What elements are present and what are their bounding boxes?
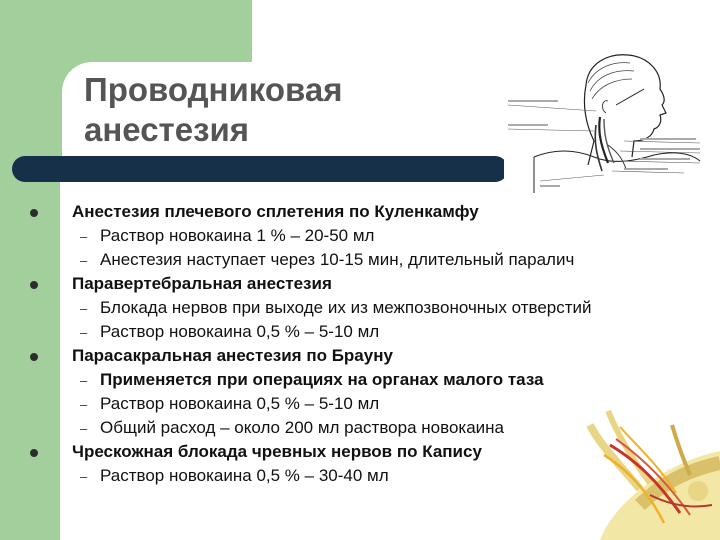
sub-bullet-dash: – — [80, 325, 88, 340]
list-item-paravertebral: Паравертебральная анестезия — [72, 274, 332, 293]
bullet-marker — [30, 281, 38, 289]
bullet-marker — [30, 449, 38, 457]
sub-list-item — [80, 248, 574, 273]
head-neck-anatomy-illustration — [504, 45, 704, 193]
sub-bullet-dash: – — [80, 301, 88, 316]
sub-list-item-text: Анестезия наступает через 10-15 мин, длительный паралич — [100, 250, 575, 269]
sub-list-item — [80, 296, 592, 321]
sub-list-item-text: Применяется при операциях на органах малого таза — [100, 370, 544, 389]
slide-title — [84, 70, 342, 150]
sub-list-item-text: Раствор новокаина 0,5 % – 30-40 мл — [100, 466, 389, 485]
nerve-plexus-illustration — [580, 405, 720, 540]
sub-list-item — [80, 224, 374, 249]
sub-list-item-text: Общий расход – около 200 мл раствора новокаина — [100, 418, 505, 437]
sub-list-item — [80, 320, 379, 345]
list-item-kapis: Чрескожная блокада чревных нервов по Капису — [72, 442, 482, 461]
sub-list-item — [80, 464, 389, 489]
list-item-parasacral: Парасакральная анестезия по Брауну — [72, 346, 393, 365]
sub-list-item-text: Блокада нервов при выходе их из межпозвоночных отверстий — [100, 298, 592, 317]
sub-bullet-dash: – — [80, 421, 88, 436]
sub-list-item — [80, 416, 504, 441]
sub-bullet-dash: – — [80, 373, 88, 388]
sub-bullet-dash: – — [80, 229, 88, 244]
sub-list-item-text: Раствор новокаина 0,5 % – 5-10 мл — [100, 322, 380, 341]
sub-bullet-dash: – — [80, 469, 88, 484]
list-item-kulenkampf: Анестезия плечевого сплетения по Куленкамфу — [72, 202, 479, 221]
decor-green-block-left — [0, 160, 60, 540]
title-divider-bar — [12, 156, 508, 182]
sub-list-item — [80, 368, 544, 393]
sub-bullet-dash: – — [80, 397, 88, 412]
sub-list-item-text: Раствор новокаина 0,5 % – 5-10 мл — [100, 394, 380, 413]
sub-list-item — [80, 392, 379, 417]
slide-title-line1: Проводниковая — [84, 71, 343, 108]
bullet-marker — [30, 209, 38, 217]
sub-bullet-dash: – — [80, 253, 88, 268]
slide-title-line2: анестезия — [84, 111, 250, 148]
sub-list-item-text: Раствор новокаина 1 % – 20-50 мл — [100, 226, 375, 245]
bullet-marker — [30, 353, 38, 361]
